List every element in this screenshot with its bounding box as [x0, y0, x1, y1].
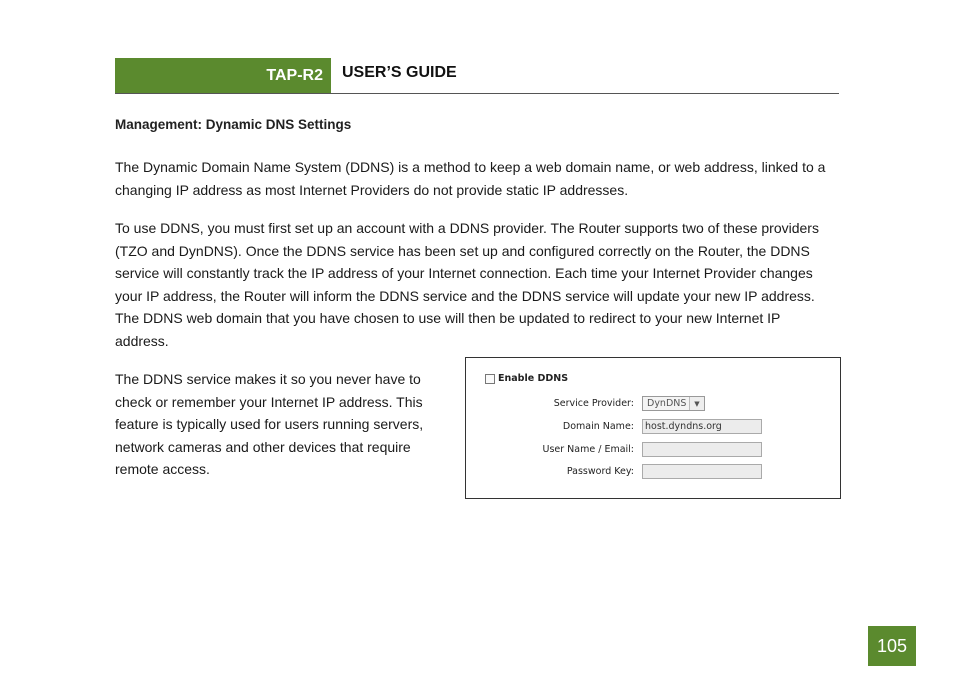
domain-name-label: Domain Name:: [562, 421, 634, 432]
header-divider: [115, 93, 839, 94]
ddns-settings-screenshot: [465, 357, 841, 499]
enable-ddns-checkbox[interactable]: [485, 374, 495, 384]
section-heading: Management: Dynamic DNS Settings: [115, 117, 352, 132]
page-number: 105: [868, 626, 916, 666]
service-provider-label: Service Provider:: [553, 398, 634, 409]
guide-title: USER’S GUIDE: [342, 64, 457, 81]
product-name-badge: TAP-R2: [115, 58, 331, 93]
password-key-label: Password Key:: [566, 466, 634, 477]
user-name-input[interactable]: [642, 442, 762, 457]
paragraph-ddns-benefit: The DDNS service makes it so you never have to check or remember your Internet IP address. This feature is typically used for users running servers, network cameras and other devices that require remote access.: [115, 371, 424, 478]
service-provider-select[interactable]: [642, 396, 705, 411]
user-name-label: User Name / Email:: [542, 444, 634, 455]
paragraph-ddns-intro: The Dynamic Domain Name System (DDNS) is a method to keep a web domain name, or web address, linked to a changing IP address as most Internet Providers do not provide static IP addresses.: [115, 159, 826, 198]
password-key-input[interactable]: [642, 464, 762, 479]
domain-name-input[interactable]: host.dyndns.org: [642, 419, 762, 434]
enable-ddns-row: [485, 373, 568, 384]
chevron-down-icon: ▼: [689, 397, 704, 410]
enable-ddns-label: Enable DDNS: [498, 373, 569, 384]
paragraph-ddns-setup: To use DDNS, you must first set up an account with a DDNS provider. The Router supports two of these providers (TZO and DynDNS). Once the DDNS service has been set up and configured correctly on the Router, the DDNS service will constantly track the IP address of your Internet connection. Each time your Internet Provider changes your IP address, the Router will inform the DDNS service and the DDNS service will update your new IP address. The DDNS web domain that you have chosen to use will then be updated to redirect to your new Internet IP address.: [115, 220, 819, 349]
service-provider-value: DynDNS: [647, 398, 687, 409]
